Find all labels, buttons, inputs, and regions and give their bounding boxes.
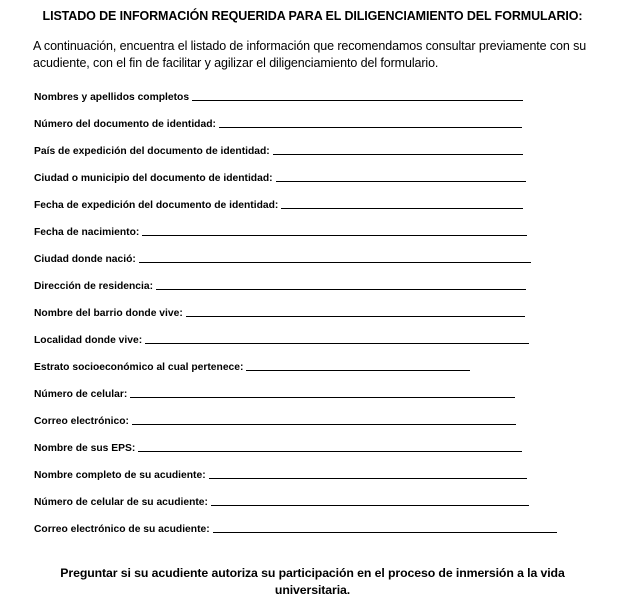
blank-line: [213, 532, 557, 533]
blank-line: [192, 100, 523, 101]
blank-line: [130, 397, 515, 398]
field-label: Localidad donde vive:: [34, 335, 143, 346]
field-label: Número del documento de identidad:: [34, 119, 216, 130]
blank-line: [186, 316, 525, 317]
field-eps: [34, 438, 522, 454]
field-label: Correo electrónico de su acudiente:: [34, 524, 210, 535]
field-label: Número de celular:: [34, 389, 128, 400]
field-label: Estrato socioeconómico al cual pertenece:: [34, 362, 244, 373]
blank-line: [142, 235, 527, 236]
field-label: Ciudad donde nació:: [34, 254, 136, 265]
blank-line: [156, 289, 526, 290]
field-label: Fecha de nacimiento:: [34, 227, 140, 238]
field-issue-date: [34, 195, 523, 211]
field-label: Nombre completo de su acudiente:: [34, 470, 206, 481]
field-label: Nombre de sus EPS:: [34, 443, 136, 454]
field-label: Nombres y apellidos completos: [34, 92, 190, 103]
field-cell-phone: [34, 384, 515, 400]
blank-line: [211, 505, 529, 506]
field-guardian-phone: [34, 492, 529, 508]
field-label: Fecha de expedición del documento de identidad:: [34, 200, 279, 211]
field-address: [34, 276, 526, 292]
field-locality: [34, 330, 529, 346]
blank-line: [219, 127, 522, 128]
footer-note: Preguntar si su acudiente autoriza su participación en el proceso de inmersión a la vida universitaria.: [60, 566, 565, 597]
field-issue-country: [34, 141, 523, 157]
document-title: LISTADO DE INFORMACIÓN REQUERIDA PARA EL DILIGENCIAMIENTO DEL FORMULARIO:: [42, 9, 583, 23]
field-label: Correo electrónico:: [34, 416, 129, 427]
field-document-number: [34, 114, 522, 130]
field-label: Ciudad o municipio del documento de identidad:: [34, 173, 273, 184]
field-guardian-email: [34, 519, 557, 535]
field-email: [34, 411, 516, 427]
field-label: País de expedición del documento de identidad:: [34, 146, 270, 157]
blank-line: [281, 208, 523, 209]
field-issue-city: [34, 168, 526, 184]
field-neighborhood: [34, 303, 525, 319]
blank-line: [273, 154, 523, 155]
field-guardian-name: [34, 465, 527, 481]
field-birth-date: [34, 222, 527, 238]
field-full-name: [34, 87, 523, 103]
blank-line: [139, 262, 531, 263]
field-socioeconomic-stratum: [34, 357, 470, 373]
blank-line: [209, 478, 527, 479]
blank-line: [276, 181, 526, 182]
blank-line: [132, 424, 516, 425]
field-label: Nombre del barrio donde vive:: [34, 308, 183, 319]
field-label: Número de celular de su acudiente:: [34, 497, 208, 508]
intro-paragraph: A continuación, encuentra el listado de información que recomendamos consultar previamente con su acudiente, con el fin de facilitar y agilizar el diligenciamiento del formulario.: [33, 39, 587, 70]
blank-line: [145, 343, 529, 344]
field-label: Dirección de residencia:: [34, 281, 154, 292]
field-birth-city: [34, 249, 531, 265]
blank-line: [246, 370, 470, 371]
blank-line: [138, 451, 522, 452]
